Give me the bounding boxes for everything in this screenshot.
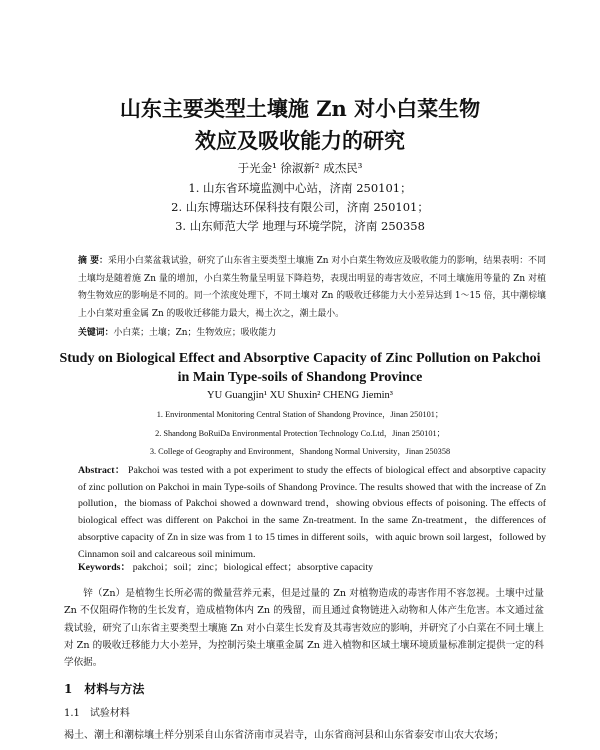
affiliation-cn-1: 1. 山东省环境监测中心站，济南 250101； <box>188 181 412 195</box>
abstract-cn-text: 采用小白菜盆栽试验，研究了山东省主要类型土壤施 Zn 对小白菜生物效应及吸收能力的影响，结果表明：不同土壤均是随着施 Zn 量的增加，小白菜生物量呈明显下降趋势，表现出明显的毒害效应，不同土壤施用等量的 Zn 对植物生物效应的影响是不同的。同一个浓度处理下，不同土壤对 Zn 的吸收迁移能力大小差异达到 1～15 倍，其中潮棕壤上小白菜对重金属 Zn 的吸收迁移能力最大，褐土次之，潮土最小。 <box>78 256 546 319</box>
authors-cn: 于光金¹ 徐淑新² 成杰民³ <box>237 161 363 175</box>
keywords-en <box>78 559 546 573</box>
intro-paragraph: 锌（Zn）是植物生长所必需的微量营养元素，但是过量的 Zn 对植物造成的毒害作用不容忽视。土壤中过量 Zn 不仅阻碍作物的生长发育，造成植物体内 Zn 的残留，而且通过食物链进入动物和人体产生危害。本文通过盆栽试验，研究了山东省主要类型土壤施 Zn 对小白菜生长发育及其毒害效应的影响，并研究了小白菜在不同土壤上对 Zn 的吸收迁移能力大小差异，为控制污染土壤重金属 Zn 进入植物和区域土壤环境质量标准制定提供一定的科学依据。 <box>64 588 544 669</box>
affiliation-en-3: 3. College of Geography and Environment，Shandong Normal University，Jinan 250358 <box>149 447 451 456</box>
abstract-en-text: Pakchoi was tested with a pot experiment to study the effects of biological effect and absorptive capacity of zinc pollution on Pakchoi in main Type-soils of Shandong Province. The results showed that with the increase of Zn pollution，the biomass of Pakchoi showed a downward trend，showing obvious effects of poisoning. The effects of biological effect was different on Pakchoi in the same Zn-treatment. In the same Zn-treatment，the differences of absorptive capacity of Zn in size was from 1 to 15 times in different soils，with aquic brown soil largest，followed by Cinnamon soil and calcareous soil minimum. <box>78 465 546 560</box>
affiliation-en-2: 2. Shandong BoRuiDa Environmental Protection Technology Co.Ltd，Jinan 250101； <box>155 429 445 438</box>
affiliation-en-1: 1. Environmental Monitoring Central Station of Shandong Province，Jinan 250101； <box>156 410 444 419</box>
affiliation-cn-3: 3. 山东师范大学 地理与环境学院，济南 250358 <box>175 219 425 233</box>
title-en-line2: in Main Type-soils of Shandong Province <box>177 370 423 385</box>
keywords-cn-text: 小白菜；土壤；Zn；生物效应；吸收能力 <box>113 328 277 338</box>
keywords-cn-label: 关键词： <box>78 328 114 338</box>
section-title: 材料与方法 <box>84 682 145 696</box>
keywords-cn <box>78 325 546 338</box>
title-cn-line1: 山东主要类型土壤施 Zn 对小白菜生物 <box>119 96 481 121</box>
subsection-heading-1-1 <box>64 704 140 719</box>
section-heading-1 <box>64 680 156 697</box>
abstract-cn <box>78 253 546 323</box>
section-number: 1 <box>64 682 73 696</box>
title-cn-line2: 效应及吸收能力的研究 <box>195 128 405 153</box>
title-en-line1: Study on Biological Effect and Absorptive Capacity of Zinc Pollution on Pakchoi <box>59 351 541 366</box>
abstract-en <box>78 463 546 563</box>
keywords-en-label: Keywords： <box>78 562 131 573</box>
authors-en: YU Guangjin¹ XU Shuxin² CHENG Jiemin³ <box>207 390 393 401</box>
abstract-en-label: Abstract： <box>78 465 126 476</box>
body-text-line: 褐土、潮土和潮棕壤土样分别采自山东省济南市灵岩寺，山东省商河县和山东省泰安市山农大农场； <box>64 730 504 741</box>
keywords-en-text: pakchoi；soil；zinc；biological effect；absorptive capacity <box>132 562 374 573</box>
subsection-title: 试验材料 <box>89 708 130 719</box>
subsection-number: 1.1 <box>64 708 80 719</box>
abstract-cn-label: 摘 要： <box>78 256 108 266</box>
affiliation-cn-2: 2. 山东博瑞达环保科技有限公司，济南 250101； <box>171 200 429 214</box>
